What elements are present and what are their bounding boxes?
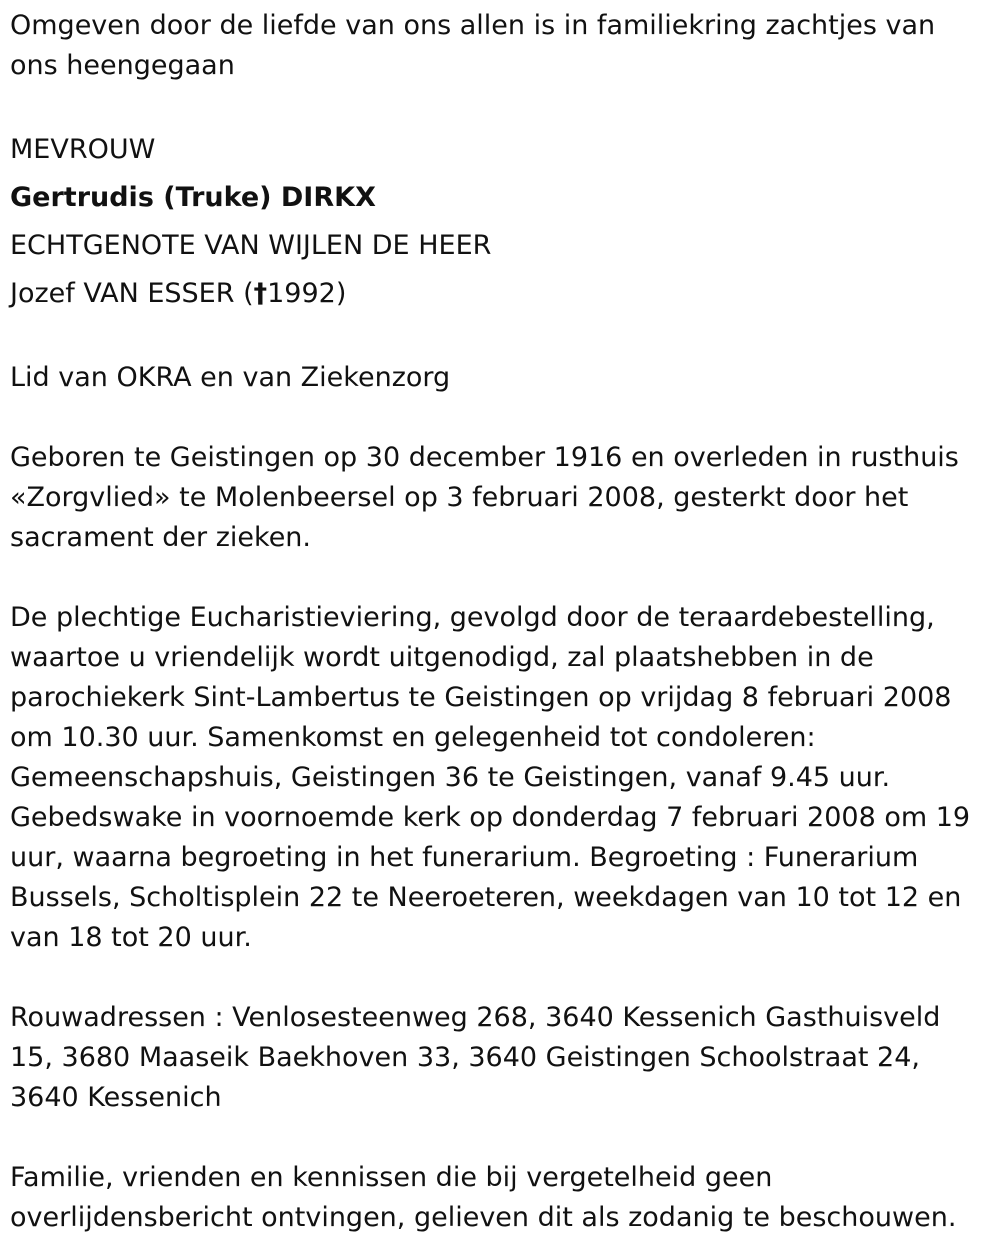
spacer bbox=[10, 558, 990, 598]
cross-icon: † bbox=[253, 278, 268, 309]
spacer bbox=[10, 318, 990, 358]
spouse-name: Jozef VAN ESSER ( bbox=[10, 278, 254, 309]
spacer bbox=[10, 86, 990, 126]
spouse-year: 1992) bbox=[267, 278, 347, 309]
birth-death-text: Geboren te Geistingen op 30 december 1916 en overleden in rusthuis «Zorgvlied» te Molenbeersel op 3 februari 2008, gesterkt door het sacrament der zieken. bbox=[10, 442, 959, 553]
spacer bbox=[10, 1118, 990, 1158]
obituary-notice bbox=[10, 6, 990, 1238]
deceased-title: MEVROUW bbox=[10, 134, 156, 165]
membership-text: Lid van OKRA en van Ziekenzorg bbox=[10, 362, 451, 393]
spouse-line bbox=[10, 270, 990, 318]
deceased-name: Gertrudis (Truke) DIRKX bbox=[10, 182, 376, 213]
closing-text: Familie, vrienden en kennissen die bij vergetelheid geen overlijdensbericht ontvingen, gelieven dit als zodanig te beschouwen. bbox=[10, 1162, 957, 1233]
intro-text: Omgeven door de liefde van ons allen is in familiekring zachtjes van ons heengegaan bbox=[10, 10, 936, 81]
ceremony-text: De plechtige Eucharistieviering, gevolgd door de teraardebestelling, waartoe u vriendelijk wordt uitgenodigd, zal plaatshebben in de parochiekerk Sint-Lambertus te Geistingen op vrijdag 8 februari 2008 om 10.30 uur. Samenkomst en gelegenheid tot condoleren: Gemeenschapshuis, Geistingen 36 te Geistingen, vanaf 9.45 uur. Gebedswake in voornoemde kerk op donderdag 7 februari 2008 om 19 uur, waarna begroeting in het funerarium. Begroeting : Funerarium Bussels, Scholtisplein 22 te Neeroeteren, weekdagen van 10 tot 12 en van 18 tot 20 uur. bbox=[10, 602, 971, 953]
spouse-label: ECHTGENOTE VAN WIJLEN DE HEER bbox=[10, 230, 492, 261]
spacer bbox=[10, 958, 990, 998]
addresses-text: Rouwadressen : Venlosesteenweg 268, 3640 Kessenich Gasthuisveld 15, 3680 Maaseik Baekhoven 33, 3640 Geistingen Schoolstraat 24, 3640 Kessenich bbox=[10, 1002, 941, 1113]
spacer bbox=[10, 398, 990, 438]
